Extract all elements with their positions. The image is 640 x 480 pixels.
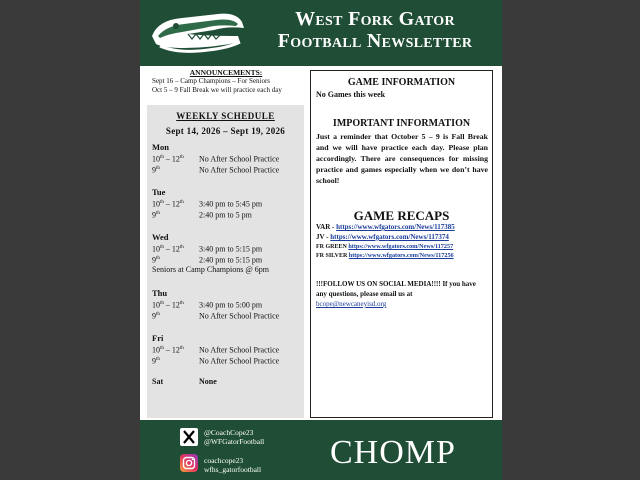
schedule-time: 2:40 pm to 5 pm bbox=[199, 210, 252, 220]
newsletter-title bbox=[252, 8, 498, 52]
grade-label: 10th – 12th bbox=[152, 300, 184, 310]
announcements bbox=[146, 68, 306, 95]
schedule-row bbox=[152, 209, 302, 221]
schedule-date-range: Sept 14, 2026 – Sept 19, 2026 bbox=[165, 126, 286, 136]
schedule-row-sat bbox=[152, 377, 302, 387]
grade-label: 9th bbox=[152, 255, 160, 265]
x-handle[interactable]: @CoachCope23 bbox=[204, 428, 254, 437]
title-line-2: Football Newsletter bbox=[277, 30, 473, 52]
recap-fr-green bbox=[316, 243, 492, 250]
recap-link[interactable]: https://www.wfgators.com/News/117256 bbox=[348, 252, 454, 259]
schedule-time: 2:40 pm to 5:15 pm bbox=[199, 255, 263, 265]
day-mon: Mon bbox=[152, 142, 169, 152]
schedule-row bbox=[152, 164, 302, 176]
grade-label: 10th – 12th bbox=[152, 199, 184, 209]
schedule-row bbox=[152, 355, 302, 367]
title-line-1: West Fork Gator bbox=[295, 8, 455, 30]
x-twitter-icon[interactable] bbox=[180, 428, 198, 446]
grade-label: 9th bbox=[152, 165, 160, 175]
schedule-row bbox=[152, 198, 302, 210]
day-wed: Wed bbox=[152, 232, 169, 242]
announcement-item: Oct 5 – 9 Fall Break we will practice each day bbox=[152, 86, 282, 94]
recap-label: JV - bbox=[316, 233, 331, 241]
schedule-time: No After School Practice bbox=[199, 356, 280, 366]
recap-label: FR GREEN bbox=[316, 244, 349, 250]
day-tue: Tue bbox=[152, 187, 166, 197]
recap-label: FR SILVER bbox=[316, 253, 349, 259]
info-box bbox=[310, 70, 493, 418]
game-recaps-heading: GAME RECAPS bbox=[353, 208, 450, 223]
schedule-row bbox=[152, 299, 302, 311]
schedule-row bbox=[152, 254, 302, 266]
recap-fr-silver bbox=[316, 252, 492, 259]
game-info-heading: GAME INFORMATION bbox=[347, 77, 456, 88]
game-info-text: No Games this week bbox=[316, 90, 386, 99]
schedule-note: Seniors at Camp Champions @ 6pm bbox=[152, 265, 269, 274]
recap-var bbox=[316, 223, 492, 231]
newsletter-header bbox=[140, 0, 502, 66]
gator-head-icon bbox=[148, 6, 246, 60]
schedule-time: No After School Practice bbox=[199, 345, 280, 355]
newsletter-footer bbox=[140, 420, 502, 480]
ig-handle[interactable]: coachcope23 bbox=[204, 456, 244, 465]
day-thu: Thu bbox=[152, 288, 168, 298]
recap-link[interactable]: https://www.wfgators.com/News/117257 bbox=[348, 243, 454, 250]
x-handles bbox=[204, 428, 264, 446]
schedule-time: 3:40 pm to 5:00 pm bbox=[199, 300, 263, 310]
schedule-heading: WEEKLY SCHEDULE bbox=[176, 111, 275, 121]
chomp-slogan: CHOMP bbox=[330, 434, 456, 471]
grade-label: 10th – 12th bbox=[152, 345, 184, 355]
schedule-time: No After School Practice bbox=[199, 311, 280, 321]
ig-handle[interactable]: wfhs_gatorfootball bbox=[204, 465, 262, 474]
day-fri: Fri bbox=[152, 333, 164, 343]
grade-label: 9th bbox=[152, 210, 160, 220]
schedule-row bbox=[152, 243, 302, 255]
grade-label: 10th – 12th bbox=[152, 244, 184, 254]
instagram-handles bbox=[204, 456, 261, 474]
recap-link[interactable]: https://www.wfgators.com/News/117374 bbox=[330, 233, 449, 241]
grade-label: 10th – 12th bbox=[152, 154, 184, 164]
x-handle[interactable]: @WFGatorFootball bbox=[204, 437, 265, 446]
weekly-schedule bbox=[147, 105, 304, 418]
schedule-time: None bbox=[199, 377, 217, 386]
schedule-row bbox=[152, 344, 302, 356]
grade-label: 9th bbox=[152, 311, 160, 321]
important-info-text: Just a reminder that October 5 – 9 is Fall Break and we will have practice each day. Please plan accordingly. There are consequences for missing practice and games especially when we don’t have school! bbox=[316, 132, 488, 185]
social-media-text: !!!FOLLOW US ON SOCIAL MEDIA!!!! If you have any questions, please email us at bbox=[316, 280, 476, 298]
instagram-icon[interactable] bbox=[180, 454, 198, 472]
newsletter-page bbox=[140, 0, 502, 480]
announcement-item: Sept 16 – Camp Champions – For Seniors bbox=[152, 77, 271, 85]
announcements-heading: ANNOUNCEMENTS: bbox=[189, 68, 263, 77]
email-link[interactable]: bcope@newcaneyisd.org bbox=[316, 300, 387, 308]
grade-label: 9th bbox=[152, 356, 160, 366]
schedule-time: 3:40 pm to 5:45 pm bbox=[199, 199, 263, 209]
schedule-time: 3:40 pm to 5:15 pm bbox=[199, 244, 263, 254]
recap-link[interactable]: https://www.wfgators.com/News/117385 bbox=[336, 223, 455, 231]
schedule-row bbox=[152, 153, 302, 165]
schedule-time: No After School Practice bbox=[199, 165, 280, 175]
recap-label: VAR - bbox=[316, 223, 337, 231]
schedule-time: No After School Practice bbox=[199, 154, 280, 164]
important-info-heading: IMPORTANT INFORMATION bbox=[332, 118, 471, 129]
day-sat: Sat bbox=[152, 377, 164, 386]
schedule-row bbox=[152, 310, 302, 322]
recap-jv bbox=[316, 233, 492, 241]
